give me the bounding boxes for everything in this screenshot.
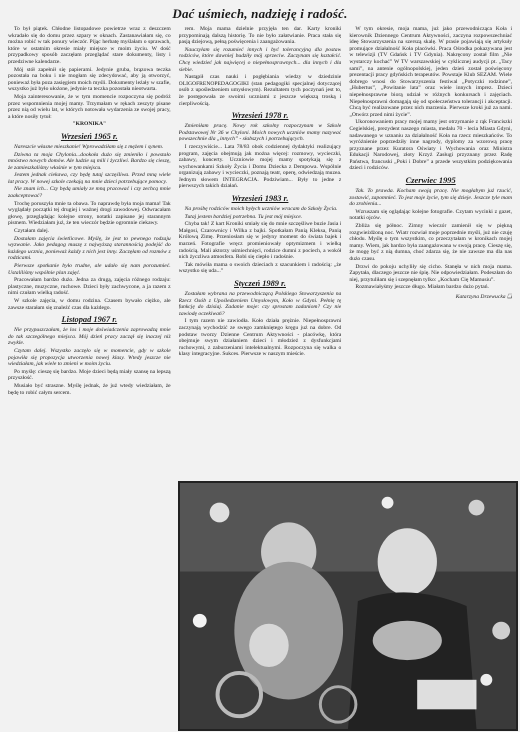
paragraph: Nastąpił czas nauki i pogłębiania wiedzy w dziedzinie OLIGOFRENOPEDAGOGIKI (stan pedagogiki specjalnej dotyczącej osób z upośledzeniem umysłowym). Rezultatem tych poczynań jest to, że postępowała ze swoimi uczniami z jeszcze większą troską i cierpliwością.	[178, 74, 342, 107]
paragraph: Mój stół zapełnił się papierami. Jedynie gruba, brązowa teczka pozostała na boku i nie mogłam się zdecydować, aby ją otworzyć, ponieważ była poza zasięgiem moich myśli. Dokumenty leżały w szafie, wszystko już było ułożone, jedynie ta teczka pozostała nieotwarta.	[8, 66, 171, 93]
paragraph: Dziwna ta moja Chylonia...dookoła dużo się zmieniło i powstało mnóstwo nowych domów. Ale ludzie są mili i życzliwi. Bardzo się cieszę, że zamieszkaliśmy właśnie w tym miejscu.	[8, 151, 171, 171]
paragraph: Drzwi do pokoju uchyliły się cicho. Stanęła w nich moja mama. Zapytała, dlaczego jeszcze nie śpię. Nie odpowiedziałam. Podeszłam do niej, przytuliłam się i szepnęłam tylko: „Kocham Cię Mamusiu”.	[349, 263, 513, 283]
paragraph: Zbliża się północ. Zimny wieczór zamienił się w piękną rozgwieżdżoną noc. Wiatr rozwiał moje poprzednie myśli, już nie czuję chłodu. Myślę o tym wszystkim, co przeczytałam w kronikach mojej mamy. Wiem, jak bardzo była zaangażowana w swoją pracę. Cieszę się, że mogę być z nią dumna, choć zdarza się, że nie zawsze ma dla nas dużo czasu.	[349, 223, 513, 262]
paragraph: Wzruszam się oglądając kolejne fotografie. Czytam wycinki z gazet, notatki ojców.	[349, 208, 513, 222]
paragraph: Nie znam ich... Czy będą umiały ze mną pracować i czy zechcą mnie zaakceptować?	[8, 186, 171, 200]
article-columns	[8, 26, 512, 726]
paragraph: W szkole zajęcia, w domu rodzina. Czasem bywało ciężko, ale zawsze starałam się znaleźć czas dla każdego.	[8, 297, 171, 311]
paragraph: Musiało być straszne. Myślę jednak, że już wtedy wiedziałam, że będę to robić całym sercem.	[8, 382, 171, 396]
section-heading: Wrzesień 1965 r.	[60, 131, 118, 141]
section-heading: Wrzesień 1978 r.	[231, 111, 289, 121]
paragraph: Nie przypuszczałam, że los i moje doświadczenia zaprowadzą mnie do tak szczególnego miejsca. Mój dzień pracy zaczął się inaczej niż zwykle.	[8, 327, 171, 347]
paragraph: W tym okresie, moja mama, już jako przewodnicząca Koła i kierownik Dziennego Centrum Aktywności, zaczyna rozpowszechniać ideę Stowarzyszenia na szerszą skalę. W prasie pojawiają się artykuły promujące działalność Koła placówki. Praca Ośrodka pokazywana jest w telewizji (TV Gdańsk i TV Gdynia). Nakręcony został film „Nie wystarczy kochać” W TV warszawskiej w cyklicznej audycji pt. „Tacy sami”, na antenie ogólnopolskiej, jeden dzień został poświęcony prezentacji pracy gdyńskich terapeutów. Powstaje Klub SEZAM. Wiele dobrego wnosi do Stowarzyszenia festiwal „Potyczki rodzinne”, „Hubertus”, „Powitanie lata” oraz wiele innych imprez. Dzieci niepełnosprawne biorą udział w różnych konkursach i zajęciach. Niepełnosprawni domagają się od społeczeństwa tolerancji i akceptacji. Chcą być realizowane przez nich marzenia. Pierwsze kroki już za nami. „Otwórz przed nimi życie”.	[349, 26, 513, 118]
paragraph: Tak. To prawda. Kocham swoją pracę. Nie mogłabym już rzucić, zostawić, zapomnieć. To jest moje życie, tym się dzieje. Jeszcze tyle mam do zrobienia...	[349, 188, 513, 208]
article-photo	[178, 481, 518, 731]
paragraph: Tak mówiła mama o swoich dzieciach z szacunkiem i radością: „że wszystko się uda...”	[178, 261, 342, 275]
paragraph: Na prośbę rodziców moich byłych uczniów wracam do Szkoły Życia.	[184, 206, 338, 213]
section-heading: Czerwiec 1995	[405, 176, 456, 186]
paragraph: Tutaj jestem bardziej potrzebna. Tu jest mój miejsce.	[184, 213, 303, 220]
paragraph: Ukoronowaniem pracy mojej mamy jest otrzymanie z rąk Franciszki Cegielskiej, prezydent naszego miasta, medalu 70 - lecia Miasta Gdyni, nadawanego w uznaniu za działalność Koła na rzecz mieszkańców. To wyróżnienie poprzedziły inne nagrody, dyplomy za wzorową pracę przyznane przez Kuratora Oświaty i Wychowania oraz Ministra Edukacji Narodowej, złoty Krzyż Zasługi przyznany przez Radę Państwa, francuski „Poki i Dobre” a przede wszystkim podziękowania dzieci i rodziców.	[349, 119, 513, 172]
paragraph: To był piątek. Chłodne listopadowe powietrze wraz z deszczem wkradało się do domu przez szpary w oknach. Zastanawiałam się, co można robić w tak ponury wieczór. Pijąc herbatę myślałam o sprawach, które w ostatnim okresie miały miejsce w moim życiu. W dość przypadkowy sposób zaczęłam przeglądać stare dokumenty, listy i przedziwne kalendarze.	[8, 26, 171, 65]
paragraph: Pracowałam bardzo dużo. Jedna za drugą, zajęcia różnego rodzaju: plastyczne, muzyczne, ruchowe. Dzieci były zachwycone, a ja razem z nimi czułam wielką radość.	[8, 277, 171, 297]
author-signature: Katarzyna Drzewucka ❑	[455, 293, 513, 300]
paragraph: Czytam dalej. Wszystko zaczęło się w momencie, gdy w szkole pojawiła się propozycja utworzenia nowej klasy. Wtedy jeszcze nie wiedziałam, jak wiele to zmieni w moim życiu.	[8, 347, 171, 368]
section-heading: Wrzesień 1983 r.	[231, 194, 289, 204]
article-title: Dać uśmiech, nadzieję i radość.	[172, 6, 348, 21]
paragraph: Moja zainteresowanie, że w tym momencie rozpoczyna się podróż przez wspomnienia mojej mamy. Trzymałam w rękach zeszyty pisane przez nią od wielu lat, w których notowała wydarzenia ze swojej pracy, a które nosiły tytuł:	[8, 93, 171, 120]
kronika-label: "KRONIKA"	[72, 121, 107, 128]
paragraph: I tym razem nie zawiodła. Koło działa prężnie. Niepełnosprawni zaczynają wychodzić ze swego zamkniętego kręgu już na dobre. Od podstaw tworzy Dzienne Centrum Aktywności - placówkę, która obejmuje swym działaniem dzieci i młodzież z dysfunkcjami ruchowymi, z zaburzeniami intelektualnymi. Rozpoczyna się walka o klasy integracyjne. Sukces. Pierwsze w naszym mieście.	[178, 318, 342, 358]
paragraph: Dostałam zajęcia świetlicowe. Myślę, że jest to pewnego rodzaju wyzwanie. Jako pedagog muszę z najwyższą starannością podejść do każdego ucznia, ponieważ każdy z nich jest inny. Zaczęłam od rozmów z rodzicami.	[8, 235, 171, 262]
section-heading: Listopad 1967 r.	[61, 315, 118, 325]
paragraph: Nareszcie własne mieszkanie! Wprowadziłam się z mężem i synem.	[14, 143, 164, 150]
paragraph: Zmieniłam pracę. Nowy rok szkolny rozpoczynam w Szkole Podstawowej Nr 36 w Chyloni. Moich nowych uczniów mamy nazywać powszechnie dla „innych” - słabszych i potrzebujących.	[178, 123, 342, 143]
paragraph: I rzeczywiście... Lata 78/83 obok codziennej dydaktyki realizujący program, zajęcia obejmują jak można więcej: rozmowy, wycieczki, zabawy, koncerty. Uczniowie mojej mamy spotykają się z wychowankami Szkoły Życia i Domu Dziecka z Dempowa. Wspólnie organizują zabawy i wycieczki, poznają teatr, operę, odwiedzają muzea. Jednym słowem INTEGRACJA. Podziwiam... Były to jedne z pierwszych takich działań.	[178, 143, 342, 190]
paragraph: Pierwsze spotkanie było trudne, ale udało się nam porozumieć. Ustaliliśmy wspólnie plan zajęć.	[8, 263, 171, 276]
paragraph: Trochę poruszyła mnie ta obawa. To naprawdę była moja mama! Tak wyglądały początki tej drugiej i ważnej drogi zawodowej. Odwracałam głowę, przeglądając kolejne strony, notatki zapisane jej starannym pismem. Wiedziałam już, że ten wieczór będzie ogromnie ciekawy.	[8, 200, 171, 227]
paragraph: Chyba tak! Z kart Kroniki smiały się do mnie szczęśliwe buzie Jasia i Małgosi, Czarownicy i Wilka z bajki. Spotkałam Panią Kleksa, Panią Królową Zimę. Przeniosłam się w jedyny moment do świata bajek i marzeń. Fotografie wręcz promieniowały optymizmem i wielką radością. Mali aktorzy uśmiechnięci, rodzice dumni z pociech, a wokół nich życzliwa atmosfera. Robi się ciepło i radośnie.	[178, 221, 342, 261]
paragraph: Jestem jednak ciekawa, czy będę tutaj szczęśliwa. Przed mną wiele lat pracy. W nowej szkole czekają na mnie dzieci potrzebujące pomocy.	[8, 172, 171, 185]
paragraph: rem. Moja mama dzielnie przyjęła ten dar. Karty kroniki przypominają dalszą historię. To nie było załatwianie. Praca stała się pasją dziejową, pełną poświęcenia i zaangażowania.	[178, 26, 342, 46]
paragraph: Nauczyłam się rozumieć innych i być tolerancyjną dla postaw rodziców, które dawniej budziły mój sprzeciw. Zaczynam się kształcić. Chcę wiedzieć jak najwięcej o niepełnosprawnych... dla innych i dla siebie.	[178, 46, 342, 73]
photo-icon	[180, 483, 516, 729]
section-heading: Styczeń 1989 r.	[234, 279, 286, 288]
column-1	[8, 26, 171, 726]
paragraph: Czytałam dalej.	[14, 228, 50, 235]
paragraph: Zostałam wybrana na przewodniczącą Polskiego Stowarzyszenia na Rzecz Osób z Upośledzeniem Umysłowym, Koło w Gdyni. Pełnię tę funkcję do dzisiaj. Zadanie moje: czy sprostam zadaniom? Czy nie zawiodę oczekiwań?	[178, 291, 342, 317]
paragraph: Rozmawiałyśmy jeszcze długo. Miałam bardzo dużo pytań.	[355, 284, 489, 291]
paragraph: Po myślę: cieszę się bardzo. Moje dzieci będą miały szansę na lepszą przyszłość.	[8, 368, 171, 382]
